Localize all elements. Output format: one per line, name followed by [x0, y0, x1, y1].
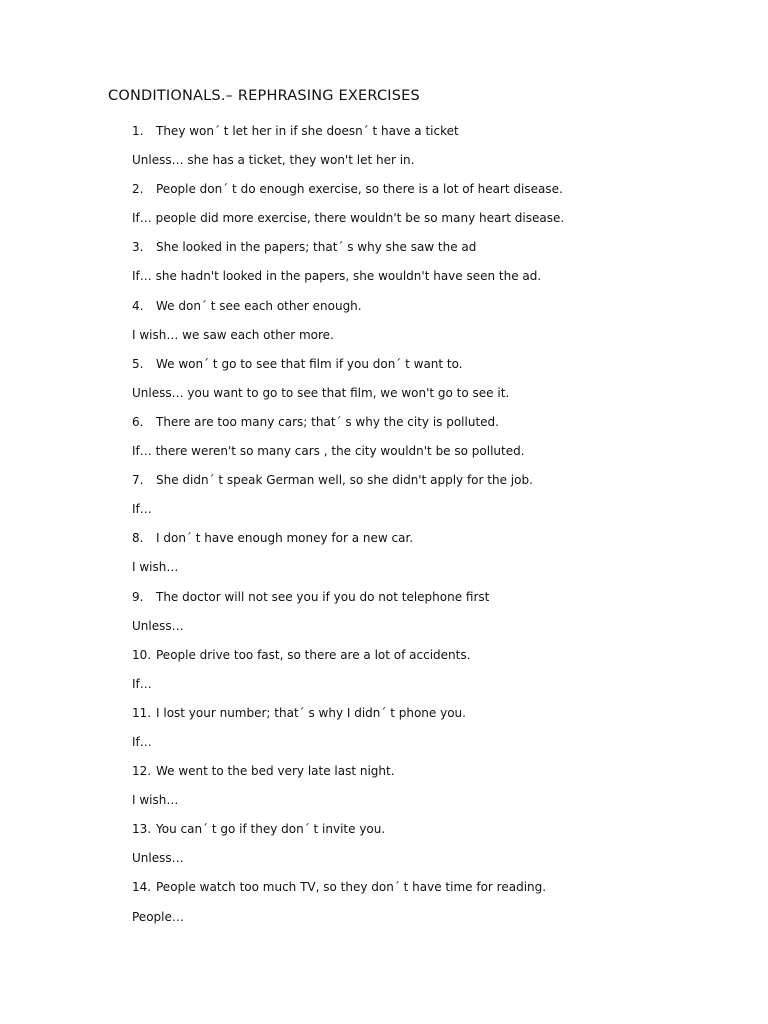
answer-lead: I wish…: [132, 560, 179, 575]
exercise-number: 13.: [132, 822, 152, 837]
exercise-prompt: [0, 645, 768, 674]
exercise-item: [0, 412, 768, 470]
exercise-prompt: [0, 470, 768, 499]
exercise-item: [0, 877, 768, 935]
exercise-number: 10.: [132, 647, 152, 662]
exercise-number: 8.: [132, 531, 144, 546]
exercise-item: [0, 296, 768, 354]
exercise-number: 4.: [132, 298, 144, 313]
answer-lead: I wish…: [132, 793, 179, 808]
exercise-item: [0, 703, 768, 761]
exercise-prompt: [0, 761, 768, 790]
exercise-prompt: [0, 121, 768, 150]
exercise-prompt-text: She didn´ t speak German well, so she didn't apply for the job.: [156, 473, 533, 488]
answer-lead: People…: [132, 909, 184, 924]
exercise-prompt-text: We don´ t see each other enough.: [156, 298, 362, 313]
page-title: CONDITIONALS.– REPHRASING EXERCISES: [108, 88, 420, 104]
exercise-prompt: [0, 296, 768, 325]
exercise-item: [0, 179, 768, 237]
exercise-number: 5.: [132, 356, 144, 371]
answer-lead: If…: [132, 211, 152, 226]
exercise-prompt-text: I lost your number; that´ s why I didn´ t phone you.: [156, 705, 466, 720]
answer-lead: If…: [132, 734, 152, 749]
answer-lead: If…: [132, 502, 152, 517]
exercise-item: [0, 645, 768, 703]
exercise-prompt-text: People drive too fast, so there are a lot of accidents.: [156, 647, 471, 662]
exercise-prompt-text: People watch too much TV, so they don´ t have time for reading.: [156, 880, 547, 895]
exercise-prompt: [0, 819, 768, 848]
exercise-answer: [0, 732, 768, 761]
exercise-item: [0, 528, 768, 586]
answer-text: people did more exercise, there wouldn't be so many heart disease.: [151, 211, 565, 226]
answer-text: there weren't so many cars , the city wouldn't be so polluted.: [151, 444, 525, 459]
exercise-number: 14.: [132, 880, 152, 895]
exercise-prompt-text: People don´ t do enough exercise, so there is a lot of heart disease.: [156, 182, 563, 197]
exercise-number: 2.: [132, 182, 144, 197]
exercise-number: 11.: [132, 705, 152, 720]
exercise-prompt-text: You can´ t go if they don´ t invite you.: [156, 822, 386, 837]
exercise-prompt-text: The doctor will not see you if you do not telephone first: [156, 589, 490, 604]
answer-lead: I wish…: [132, 327, 179, 342]
exercise-number: 3.: [132, 240, 144, 255]
exercise-answer: [0, 266, 768, 295]
exercise-answer: [0, 557, 768, 586]
answer-lead: Unless…: [132, 851, 184, 866]
answer-lead: Unless…: [132, 618, 184, 633]
exercise-answer: [0, 208, 768, 237]
answer-text: she hadn't looked in the papers, she wouldn't have seen the ad.: [151, 269, 542, 284]
exercise-number: 6.: [132, 414, 144, 429]
exercise-item: [0, 121, 768, 179]
exercise-prompt-text: We went to the bed very late last night.: [156, 764, 395, 779]
exercise-answer: [0, 441, 768, 470]
exercise-answer: [0, 325, 768, 354]
exercise-number: 12.: [132, 764, 152, 779]
exercise-prompt: [0, 354, 768, 383]
exercise-item: [0, 819, 768, 877]
exercise-prompt: [0, 587, 768, 616]
exercise-prompt: [0, 412, 768, 441]
answer-lead: Unless…: [132, 385, 184, 400]
answer-text: she has a ticket, they won't let her in.: [183, 153, 415, 168]
exercise-number: 1.: [132, 124, 144, 138]
answer-lead: If…: [132, 269, 152, 284]
exercise-prompt-text: They won´ t let her in if she doesn´ t have a ticket: [156, 124, 459, 138]
exercise-prompt: [0, 877, 768, 906]
exercise-number: 9.: [132, 589, 144, 604]
exercise-prompt-text: There are too many cars; that´ s why the city is polluted.: [156, 414, 499, 429]
exercise-item: [0, 761, 768, 819]
exercise-prompt-text: We won´ t go to see that film if you don´ t want to.: [156, 356, 463, 371]
exercise-prompt: [0, 528, 768, 557]
exercise-prompt: [0, 237, 768, 266]
exercise-answer: [0, 150, 768, 179]
exercise-answer: [0, 674, 768, 703]
exercise-prompt: [0, 179, 768, 208]
exercise-item: [0, 587, 768, 645]
exercise-prompt: [0, 703, 768, 732]
answer-text: you want to go to see that film, we won't go to see it.: [183, 385, 510, 400]
exercise-answer: [0, 848, 768, 877]
exercise-answer: [0, 383, 768, 412]
exercise-answer: [0, 790, 768, 819]
exercise-prompt-text: She looked in the papers; that´ s why she saw the ad: [156, 240, 477, 255]
exercise-number: 7.: [132, 473, 144, 488]
answer-lead: If…: [132, 676, 152, 691]
exercise-answer: [0, 616, 768, 645]
exercise-item: [0, 237, 768, 295]
exercise-answer: [0, 499, 768, 528]
exercise-item: [0, 470, 768, 528]
exercise-list: [0, 121, 768, 936]
exercise-answer: [0, 907, 768, 936]
answer-lead: Unless…: [132, 153, 184, 168]
exercise-item: [0, 354, 768, 412]
answer-lead: If…: [132, 444, 152, 459]
exercise-prompt-text: I don´ t have enough money for a new car.: [156, 531, 414, 546]
answer-text: we saw each other more.: [178, 327, 334, 342]
